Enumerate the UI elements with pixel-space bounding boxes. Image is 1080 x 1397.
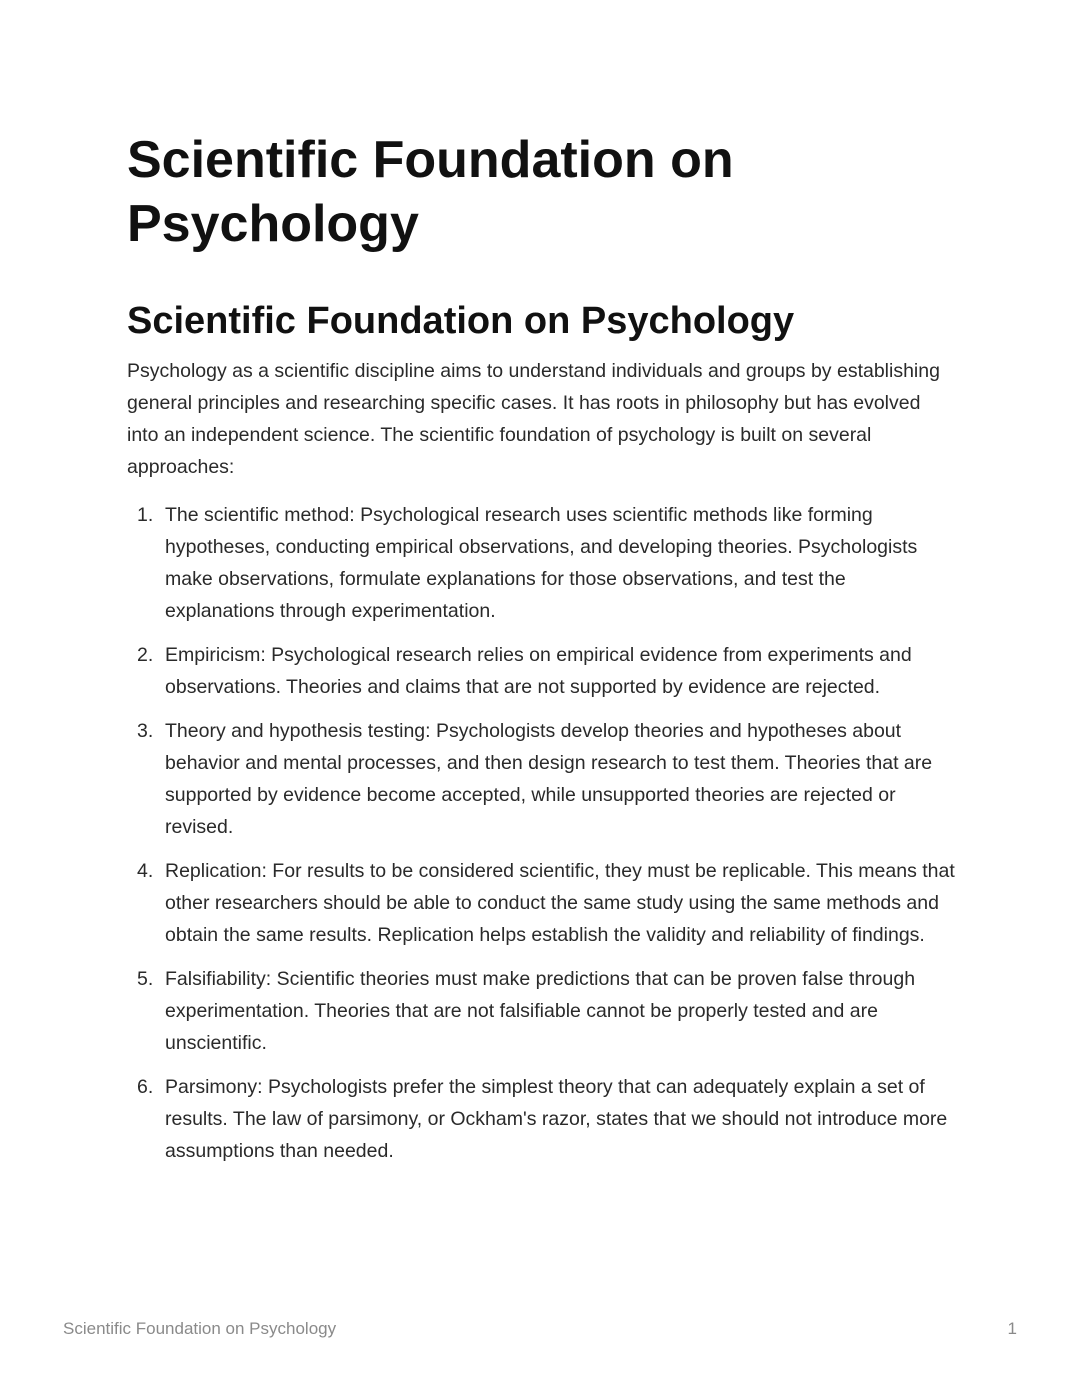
list-item-text: Empiricism: Psychological research relies on empirical evidence from experiments and observations. Theories and claims that are not supported by evidence are rejected. [165, 644, 912, 698]
list-item-number: 6. [137, 1076, 154, 1098]
document-body [127, 128, 957, 1179]
list-item-text: Falsifiability: Scientific theories must make predictions that can be proven false through experimentation. Theories that are not falsifiable cannot be properly tested and are unscientific. [165, 968, 916, 1054]
page-number: 1 [1007, 1319, 1017, 1338]
document-title: Scientific Foundation on Psychology [127, 131, 734, 253]
list-item-number: 3. [137, 720, 154, 742]
list-item [127, 715, 957, 843]
list-item-text: Parsimony: Psychologists prefer the simplest theory that can adequately explain a set of results. The law of parsimony, or Ockham's razor, states that we should not introduce more assumptions than needed. [165, 1076, 948, 1162]
footer-title: Scientific Foundation on Psychology [63, 1319, 337, 1338]
numbered-list [127, 499, 957, 1167]
list-item-number: 4. [137, 860, 154, 882]
list-item-number: 2. [137, 644, 154, 666]
list-item-number: 5. [137, 968, 154, 990]
list-item-text: Replication: For results to be considered scientific, they must be replicable. This means that other researchers should be able to conduct the same study using the same methods and obtain the same results. Replication helps establish the validity and reliability of findings. [165, 860, 955, 946]
section-heading: Scientific Foundation on Psychology [127, 300, 795, 342]
list-item [127, 963, 957, 1059]
list-item-number: 1. [137, 504, 154, 526]
list-item [127, 1071, 957, 1167]
list-item [127, 639, 957, 703]
intro-paragraph: Psychology as a scientific discipline aims to understand individuals and groups by establishing general principles and researching specific cases. It has roots in philosophy but has evolved into an independent science. The scientific foundation of psychology is built on several approaches: [127, 360, 940, 478]
list-item [127, 499, 957, 627]
list-item [127, 855, 957, 951]
list-item-text: The scientific method: Psychological research uses scientific methods like forming hypotheses, conducting empirical observations, and developing theories. Psychologists make observations, formulate explanations for those observations, and test the explanations through experimentation. [165, 504, 918, 622]
list-item-text: Theory and hypothesis testing: Psychologists develop theories and hypotheses about behavior and mental processes, and then design research to test them. Theories that are supported by evidence become accepted, while unsupported theories are rejected or revised. [165, 720, 933, 838]
